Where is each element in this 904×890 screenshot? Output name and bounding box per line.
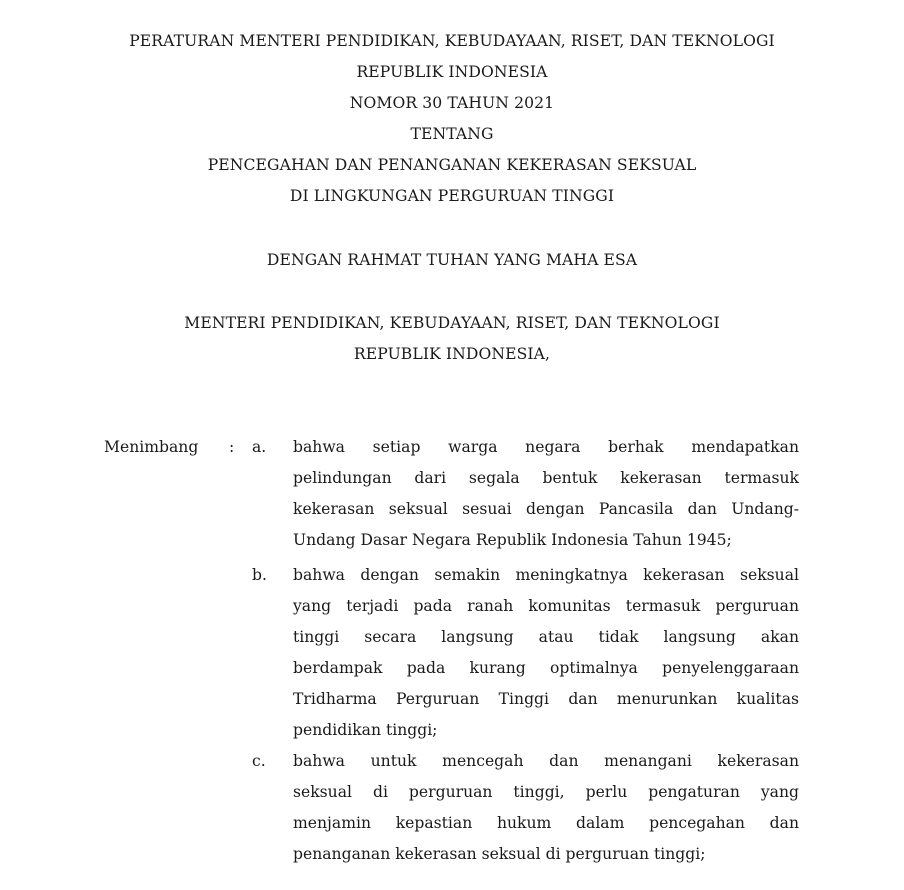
clause-letter: b.: [252, 566, 267, 584]
clause-line: tinggi secara langsung atau tidak langsung akan: [293, 628, 799, 646]
invocation-line: DENGAN RAHMAT TUHAN YANG MAHA ESA: [266, 251, 638, 269]
title-line: NOMOR 30 TAHUN 2021: [349, 94, 555, 112]
clause-line: menjamin kepastian hukum dalam pencegahan dan: [293, 814, 799, 832]
invocation: [0, 245, 904, 276]
minister-heading: [0, 308, 904, 370]
clause-line: penanganan kekerasan seksual di perguruan tinggi;: [293, 845, 706, 863]
clause-text: [293, 746, 799, 870]
clause-line: bahwa untuk mencegah dan menangani kekerasan: [293, 752, 799, 770]
minister-line: REPUBLIK INDONESIA,: [353, 345, 551, 363]
considering-label: Menimbang: [104, 438, 199, 456]
clause-line: yang terjadi pada ranah komunitas termasuk perguruan: [293, 597, 799, 615]
regulation-title: [0, 26, 904, 212]
title-line: DI LINGKUNGAN PERGURUAN TINGGI: [289, 187, 615, 205]
clause-text: [293, 432, 799, 556]
clause-line: Tridharma Perguruan Tinggi dan menurunkan kualitas: [293, 690, 799, 708]
clause-line: bahwa setiap warga negara berhak mendapatkan: [293, 438, 799, 456]
title-line: PERATURAN MENTERI PENDIDIKAN, KEBUDAYAAN, RISET, DAN TEKNOLOGI: [129, 32, 775, 50]
clause-letter: c.: [252, 752, 266, 770]
considering-colon: :: [229, 438, 235, 456]
clause-letter: a.: [252, 438, 267, 456]
minister-line: MENTERI PENDIDIKAN, KEBUDAYAAN, RISET, DAN TEKNOLOGI: [184, 314, 720, 332]
title-line: PENCEGAHAN DAN PENANGANAN KEKERASAN SEKSUAL: [207, 156, 697, 174]
clause-line: bahwa dengan semakin meningkatnya kekerasan seksual: [293, 566, 799, 584]
title-line: TENTANG: [410, 125, 494, 143]
clause-line: kekerasan seksual sesuai dengan Pancasila dan Undang-: [293, 500, 799, 518]
clause-line: pelindungan dari segala bentuk kekerasan termasuk: [293, 469, 799, 487]
clause-line: Undang Dasar Negara Republik Indonesia Tahun 1945;: [293, 531, 732, 549]
title-line: REPUBLIK INDONESIA: [356, 63, 548, 81]
clause-line: pendidikan tinggi;: [293, 721, 438, 739]
clause-line: seksual di perguruan tinggi, perlu pengaturan yang: [293, 783, 799, 801]
clause-line: berdampak pada kurang optimalnya penyelenggaraan: [293, 659, 799, 677]
clause-text: [293, 560, 799, 746]
